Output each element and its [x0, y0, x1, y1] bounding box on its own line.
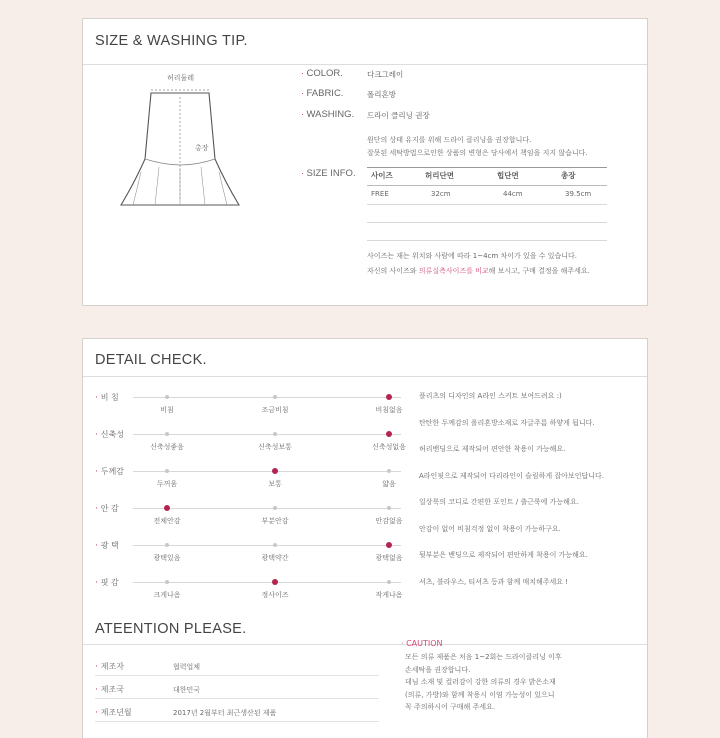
size-header: 총장: [561, 171, 576, 180]
detail-option-label: 비침없음: [375, 406, 403, 414]
detail-scale-line: [133, 397, 401, 398]
size-note: 사이즈는 재는 위치와 사람에 따라 1~4cm 차이가 있을 수 있습니다.: [367, 252, 577, 260]
attention-value: 대한민국: [173, 686, 201, 694]
detail-option-label: 안감없음: [375, 517, 403, 525]
detail-option-label: 신축성없음: [372, 443, 406, 451]
detail-option-label: 크게나옴: [153, 591, 181, 599]
detail-row-label: · 안 감: [95, 504, 119, 514]
size-washing-panel: [82, 18, 648, 306]
detail-option-label: 두꺼움: [156, 480, 178, 488]
caution-line: 꼭 주의하시어 구매해 주세요.: [405, 703, 496, 711]
detail-dot: [387, 580, 391, 584]
detail-row-label: · 신축성: [95, 430, 124, 440]
fabric-label: · FABRIC.: [301, 88, 344, 99]
detail-option-label: 광택없음: [375, 554, 403, 562]
detail-note: 탄탄한 두께감의 폴리혼방소재로 자글주름 하얗게 됩니다.: [419, 418, 595, 427]
detail-option-label: 비침: [160, 406, 174, 414]
detail-scale-line: [133, 582, 401, 583]
washing-value: 드라이 클리닝 권장: [367, 111, 430, 120]
detail-scale-line: [133, 545, 401, 546]
attention-divider: [95, 721, 379, 722]
caution-title: · CAUTION: [401, 639, 443, 648]
detail-scale-line: [133, 434, 401, 435]
detail-row-label: · 두께감: [95, 467, 124, 477]
detail-selected-dot: [164, 505, 170, 511]
detail-note: 허리밴딩으로 제작되어 편안한 착용이 가능해요.: [419, 445, 566, 453]
size-info-label: · SIZE INFO.: [301, 168, 356, 179]
detail-dot: [165, 469, 169, 473]
detail-selected-dot: [386, 542, 392, 548]
size-washing-title: SIZE & WASHING TIP.: [95, 33, 248, 49]
caution-line: 손세탁을 권장합니다.: [405, 665, 471, 674]
detail-dot: [165, 395, 169, 399]
detail-dot: [273, 543, 277, 547]
detail-row-label: · 비 침: [95, 393, 119, 403]
size-table-header: [367, 170, 607, 184]
detail-option-label: 정사이즈: [261, 591, 289, 599]
detail-selected-dot: [272, 579, 278, 585]
attention-title: ATEENTION PLEASE.: [95, 621, 247, 637]
detail-dot: [165, 543, 169, 547]
color-label: · COLOR.: [301, 68, 343, 79]
attention-value: 협력업체: [173, 663, 201, 671]
detail-dot: [165, 432, 169, 436]
washing-label: · WASHING.: [301, 109, 355, 120]
fabric-value: 폴리혼방: [367, 90, 396, 99]
detail-dot: [387, 506, 391, 510]
color-value: 다크그레이: [367, 70, 404, 79]
detail-option-label: 신축성보통: [258, 443, 292, 451]
detail-option-label: 조금비침: [261, 406, 289, 414]
size-header: 힙단면: [497, 171, 519, 180]
detail-row-label: · 광 택: [95, 541, 119, 551]
size-header: 허리단면: [425, 171, 454, 180]
detail-note: 플리츠의 디자인의 A라인 스커트 보여드려요 :): [419, 392, 562, 400]
detail-check-title: DETAIL CHECK.: [95, 352, 207, 368]
size-cell: 44cm: [503, 190, 523, 198]
caution-line: (의류, 가방)와 함께 착용시 이염 가능성이 있으니: [405, 690, 555, 699]
washing-note: 원단의 상태 유지를 위해 드라이 클리닝을 권장합니다.: [367, 136, 532, 144]
size-header: 사이즈: [371, 171, 393, 180]
detail-note: 안감이 없어 비침걱정 없이 착용이 가능하구요.: [419, 524, 561, 533]
size-cell: FREE: [371, 190, 389, 198]
detail-dot: [273, 395, 277, 399]
detail-note: 뒷부분은 밴딩으로 제작되어 편안하게 착용이 가능해요.: [419, 551, 588, 559]
attention-label: · 제조자: [95, 662, 124, 672]
detail-option-label: 부분안감: [261, 517, 289, 525]
size-cell: 39.5cm: [565, 190, 592, 198]
detail-dot: [165, 580, 169, 584]
detail-option-label: 광택있음: [153, 554, 181, 562]
attention-label: · 제조국: [95, 685, 124, 695]
detail-dot: [387, 469, 391, 473]
detail-option-label: 신축성좋음: [150, 443, 184, 451]
detail-scale-line: [133, 508, 401, 509]
attention-label: · 제조년월: [95, 708, 132, 718]
detail-dot: [273, 432, 277, 436]
detail-option-label: 보통: [268, 480, 282, 488]
detail-scale-line: [133, 471, 401, 472]
attention-divider: [95, 675, 379, 676]
caution-line: 데님 소재 및 컬러감이 강한 의류의 경우 밝은소재: [405, 678, 556, 686]
detail-option-label: 전체안감: [153, 517, 181, 525]
detail-option-label: 얇음: [382, 480, 396, 488]
attention-divider: [95, 698, 379, 699]
skirt-diagram-icon: [111, 67, 261, 217]
detail-selected-dot: [272, 468, 278, 474]
detail-note: A라인핏으로 제작되어 다리라인이 슬림하게 잡아보인답니다.: [419, 471, 604, 480]
detail-selected-dot: [386, 431, 392, 437]
detail-option-label: 광택약간: [261, 554, 289, 562]
detail-note: 일상룩의 코디로 간편한 포인트 / 출근룩에 가능해요.: [419, 498, 579, 506]
detail-note: 셔츠, 블라우스, 티셔츠 등과 함께 매치해주세요 !: [419, 577, 569, 586]
size-cell: 32cm: [431, 190, 451, 198]
detail-selected-dot: [386, 394, 392, 400]
size-note: 자신의 사이즈와 의류실측사이즈를 비교해 보시고, 구매 결정을 해주세요.: [367, 267, 590, 275]
size-table-row: [367, 190, 607, 204]
washing-note: 잘못된 세탁방법으로인한 상품의 변형은 당사에서 책임을 지지 않습니다.: [367, 149, 588, 157]
detail-check-panel: [82, 338, 648, 738]
waist-label: 허리둘레: [167, 74, 195, 82]
attention-value: 2017년 2월부터 최근생산된 제품: [173, 709, 277, 717]
caution-line: 모든 의류 제품은 처음 1~2회는 드라이클리닝 이후: [405, 653, 562, 661]
length-label: 총장: [195, 144, 209, 152]
detail-option-label: 작게나옴: [375, 591, 403, 599]
detail-row-label: · 핏 감: [95, 578, 119, 588]
detail-dot: [273, 506, 277, 510]
